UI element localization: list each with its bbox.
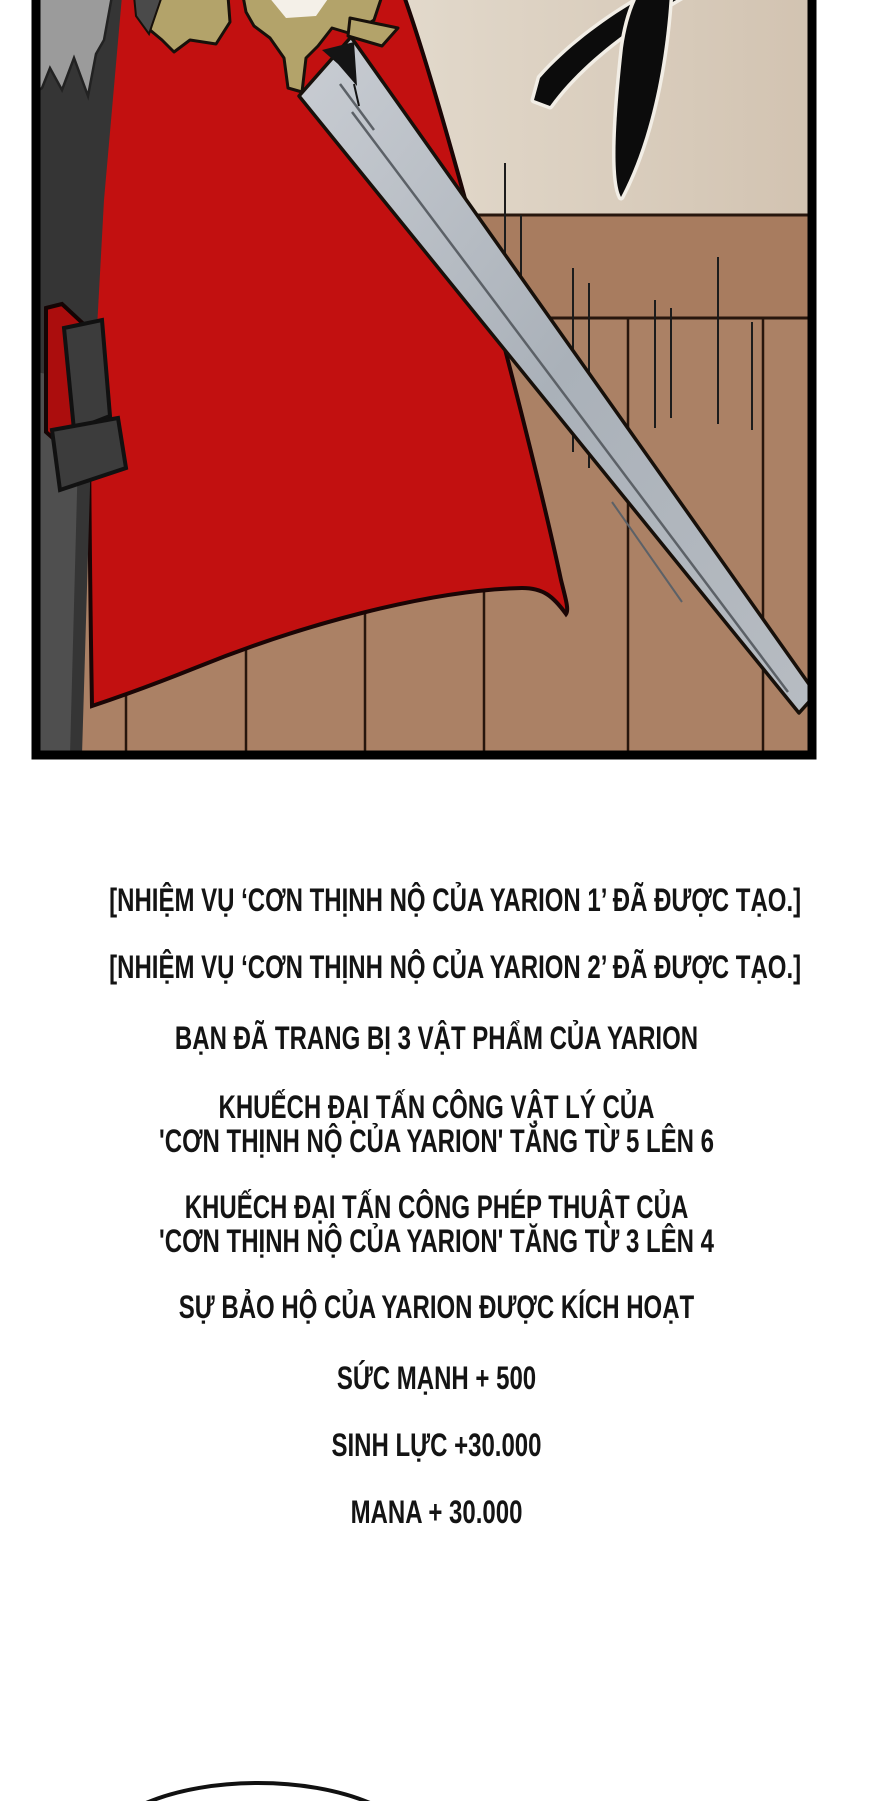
system-message-line: [NHIỆM VỤ ‘CƠN THỊNH NỘ CỦA YARION 2’ ĐÃ ĐƯỢC TẠO.] <box>109 949 802 985</box>
system-message-line: KHUẾCH ĐẠI TẤN CÔNG VẬT LÝ CỦA <box>218 1089 655 1125</box>
system-message-line: BẠN ĐÃ TRANG BỊ 3 VẬT PHẨM CỦA YARION <box>174 1020 699 1056</box>
system-message-line: [NHIỆM VỤ ‘CƠN THỊNH NỘ CỦA YARION 1’ ĐÃ ĐƯỢC TẠO.] <box>109 882 802 918</box>
strap-flap-upper <box>64 320 110 430</box>
system-message-line: SỰ BẢO HỘ CỦA YARION ĐƯỢC KÍCH HOẠT <box>178 1289 695 1325</box>
system-message-line: 'CƠN THỊNH NỘ CỦA YARION' TĂNG TỪ 3 LÊN 4 <box>159 1223 714 1259</box>
system-message-line: SINH LỰC +30.000 <box>331 1427 542 1463</box>
system-message-line: KHUẾCH ĐẠI TẤN CÔNG PHÉP THUẬT CỦA <box>184 1189 689 1225</box>
system-message-line: SỨC MẠNH + 500 <box>336 1360 537 1396</box>
head-outline-ellipse <box>98 1783 418 1801</box>
comic-panel <box>0 0 873 780</box>
system-message-line: MANA + 30.000 <box>350 1494 523 1530</box>
next-panel-head-outline <box>0 1680 873 1801</box>
system-message-line: 'CƠN THỊNH NỘ CỦA YARION' TĂNG TỪ 5 LÊN 6 <box>159 1123 714 1159</box>
